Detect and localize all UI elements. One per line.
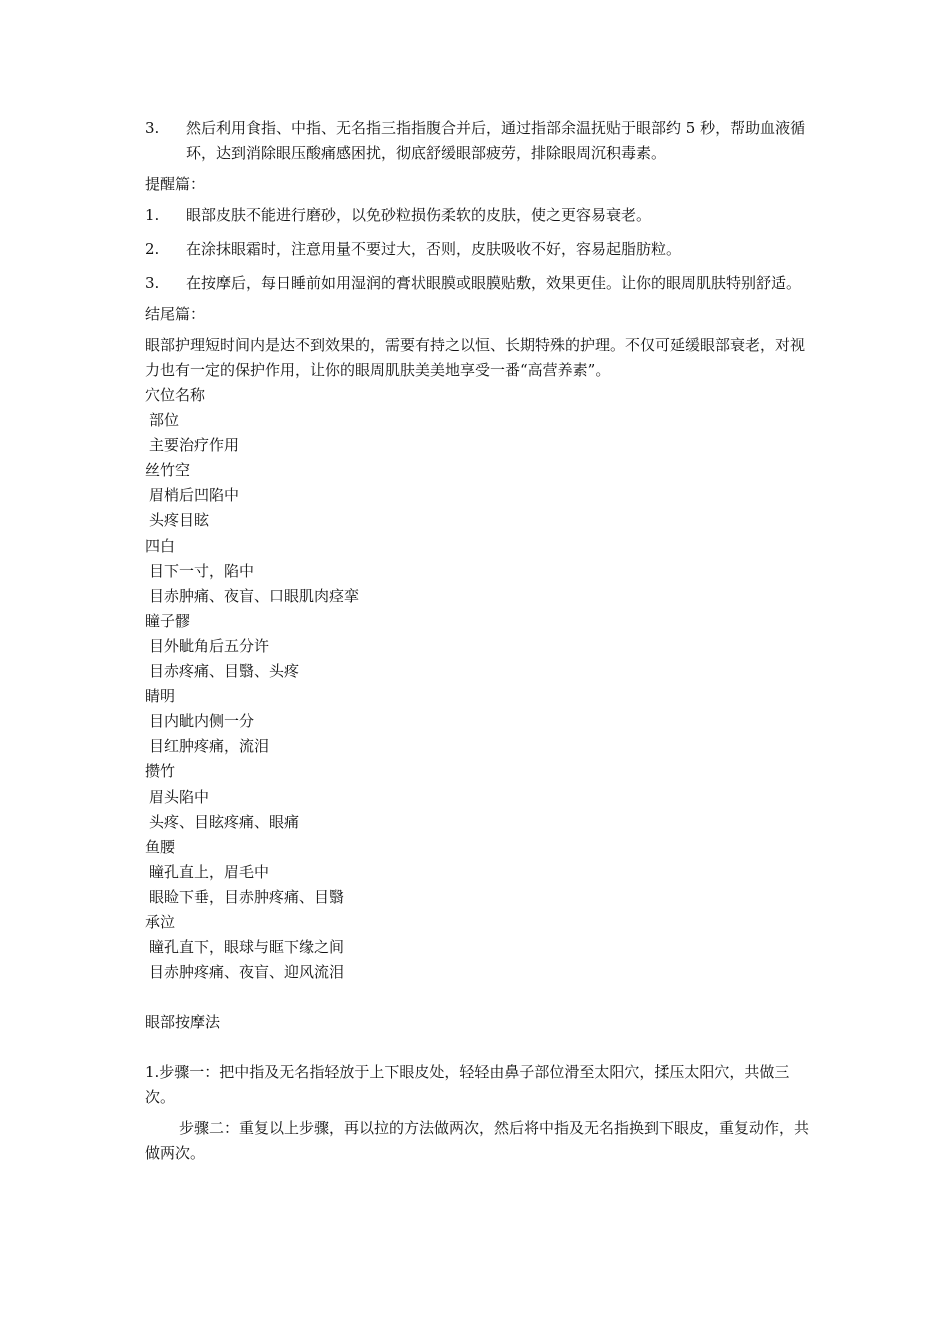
reminder-number: 3. <box>145 274 160 292</box>
acupoint-location: 眉头陷中 <box>149 787 210 806</box>
massage-step1: 1.步骤一：把中指及无名指轻放于上下眼皮处，轻轻由鼻子部位滑至太阳穴，揉压太阳穴，共做三次。 <box>145 1063 790 1107</box>
reminder-item <box>145 203 810 228</box>
acupoint-location: 目下一寸，陷中 <box>149 561 255 580</box>
acupoint-location: 瞳孔直上，眉毛中 <box>149 862 270 881</box>
acupoint-effect: 头疼目眩 <box>149 511 210 530</box>
reminder-number: 1. <box>145 206 160 224</box>
acupoint-name: 攒竹 <box>145 762 176 781</box>
acupoint-name: 瞳子髎 <box>145 611 191 630</box>
acupoint-name: 承泣 <box>145 912 176 931</box>
acupoint-location: 目内眦内侧一分 <box>149 712 255 731</box>
reminder-heading: 提醒篇： <box>145 175 206 193</box>
acupoint-effect: 眼睑下垂，目赤肿疼痛、目翳 <box>149 887 345 906</box>
table-header-name: 穴位名称 <box>145 386 206 404</box>
acupoint-location: 眉梢后凹陷中 <box>149 486 240 505</box>
acupoint-effect: 头疼、目眩疼痛、眼痛 <box>149 812 300 831</box>
reminder-number: 2. <box>145 240 160 258</box>
acupoint-effect: 目红肿疼痛，流泪 <box>149 737 270 756</box>
massage-heading: 眼部按摩法 <box>145 1013 221 1032</box>
acupoint-effect: 目赤肿痛、夜盲、口眼肌肉痉挛 <box>149 586 360 605</box>
reminder-text: 在涂抹眼霜时，注意用量不要过大，否则，皮肤吸收不好，容易起脂肪粒。 <box>186 240 682 258</box>
acupoint-name: 四白 <box>145 536 176 555</box>
acupoint-table <box>145 383 810 985</box>
ending-paragraph: 眼部护理短时间内是达不到效果的，需要有持之以恒、长期特殊的护理。不仅可延缓眼部衰老，对视力也有一定的保护作用，让你的眼周肌肤美美地享受一番“高营养素”。 <box>145 336 806 379</box>
reminder-text: 在按摩后，每日睡前如用湿润的膏状眼膜或眼膜贴敷，效果更佳。让你的眼周肌肤特别舒适。 <box>186 274 802 292</box>
massage-step2: 步骤二：重复以上步骤，再以拉的方法做两次，然后将中指及无名指换到下眼皮，重复动作，共做两次。 <box>145 1119 810 1163</box>
acupoint-name: 鱼腰 <box>145 837 176 856</box>
reminder-text: 眼部皮肤不能进行磨砂，以免砂粒损伤柔软的皮肤，使之更容易衰老。 <box>186 206 652 224</box>
acupoint-location: 目外眦角后五分许 <box>149 636 270 655</box>
table-header-effect: 主要治疗作用 <box>149 436 240 455</box>
acupoint-location: 瞳孔直下，眼球与眶下缘之间 <box>149 938 345 957</box>
reminder-item <box>145 271 810 296</box>
table-header-location: 部位 <box>149 411 180 430</box>
step3-number: 3. <box>145 119 160 137</box>
step3-text: 然后利用食指、中指、无名指三指指腹合并后，通过指部余温抚贴于眼部约 5 秒，帮助血液循环，达到消除眼压酸痛感困扰，彻底舒缓眼部疲劳，排除眼周沉积毒素。 <box>186 119 806 162</box>
document-page <box>145 116 810 1166</box>
step3-paragraph <box>145 116 810 166</box>
ending-heading: 结尾篇： <box>145 305 206 323</box>
acupoint-effect: 目赤肿疼痛、夜盲、迎风流泪 <box>149 963 345 982</box>
acupoint-name: 睛明 <box>145 687 176 706</box>
acupoint-name: 丝竹空 <box>145 461 191 480</box>
reminder-item <box>145 237 810 262</box>
acupoint-effect: 目赤疼痛、目翳、头疼 <box>149 662 300 681</box>
